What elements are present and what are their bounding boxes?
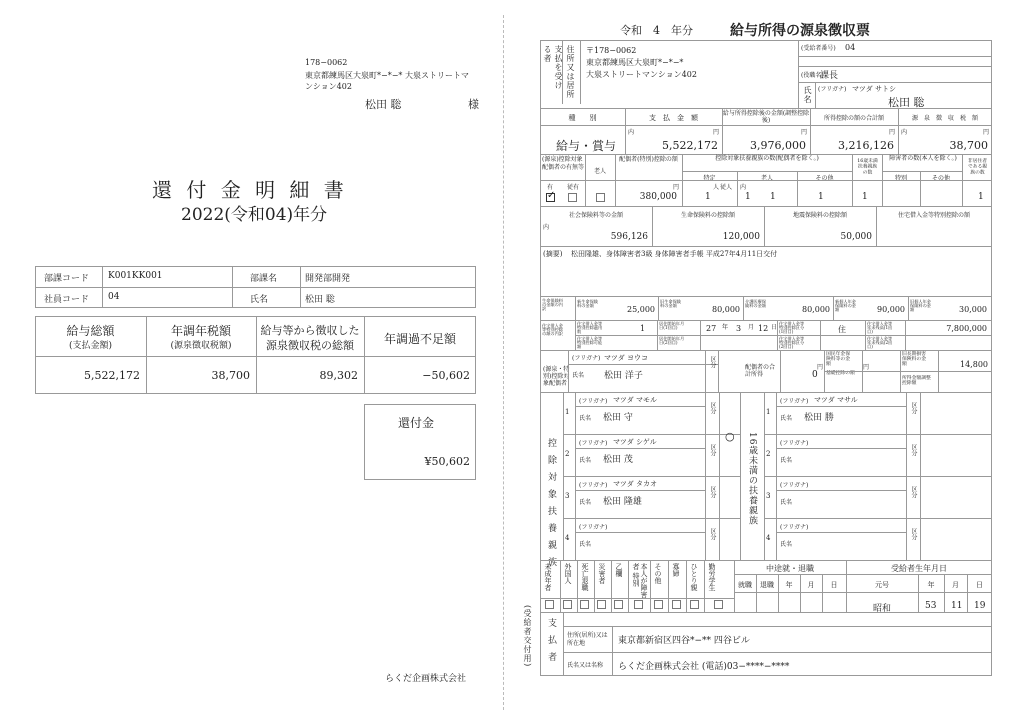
spouse-deduction: 380,000 (639, 192, 677, 202)
summary-annual-tax: 38,700 (211, 369, 250, 382)
basic-label: 基礎控除の額 (826, 370, 855, 376)
dependent-furigana: マツダ タカオ (613, 480, 657, 488)
old-pension-label: 旧長期損害保険料の金額 (902, 351, 927, 367)
housing-type1-label: 住宅借入金等特別控除区分(1回目) (779, 321, 805, 335)
unit-in: 内 (628, 129, 635, 136)
housing-type: 住 (838, 325, 846, 334)
under16-no: 2 (766, 450, 771, 458)
birth-col-label: 元号 (875, 581, 889, 589)
dependent-kubun-divider (705, 476, 706, 518)
address-postal: 178−0062 (305, 58, 348, 67)
category-label: 乙欄 (615, 563, 623, 577)
midyear-col-label: 月 (807, 581, 815, 589)
under16-kubun: 区分 (910, 402, 917, 414)
dependent-kubun-divider (705, 392, 706, 434)
unit-in-2: 内 (901, 129, 908, 136)
housing-day-unit: 日 (771, 324, 778, 331)
position: 課長 (820, 71, 839, 81)
dep-unit-3: 内 (740, 184, 747, 191)
statement-title: 還 付 金 明 細 書 (152, 178, 348, 202)
dependent-furigana: マツダ マモル (613, 396, 657, 404)
payer-address: 東京都新宿区四谷*−** 四谷ビル (618, 636, 750, 646)
dependent-name-label: 氏名 (579, 457, 592, 464)
category-divider (668, 560, 669, 612)
birth-divider (944, 574, 945, 612)
h-dis-special: 特別 (894, 175, 907, 182)
under16-count: 1 (862, 192, 868, 202)
under16-furigana-label: (フリガナ) (780, 440, 809, 447)
category-divider (560, 560, 561, 612)
dep-unit-1: 人 (713, 184, 720, 191)
midyear-rule (734, 592, 992, 593)
dependent-kubun: 区分 (709, 444, 716, 456)
employee-name: 松田 聡 (305, 295, 335, 305)
spouse-name-label: 氏名 (572, 372, 585, 379)
housing-month: 3 (736, 324, 742, 333)
spouse-unit-yen: 円 (673, 184, 680, 191)
under16-row-rule (764, 434, 992, 435)
life-detail-newpension: 新個人年金保険料の金額 (835, 299, 857, 313)
summary-h1a: 給与総額 (66, 324, 115, 338)
dependent-name-label: 氏名 (579, 415, 592, 422)
under16-end-divider (920, 476, 921, 518)
spouse-kubun: 区分 (709, 356, 716, 368)
midyear-divider (778, 574, 779, 612)
withholding-tax: 38,700 (949, 139, 988, 152)
under16-furigana-rule (776, 532, 906, 533)
category-checkbox[interactable] (545, 600, 554, 609)
category-label: その他 (654, 563, 662, 584)
dependent-kubun-divider (705, 518, 706, 560)
unit-yen-1: 円 (713, 129, 720, 136)
under16-end-divider (920, 518, 921, 560)
housing-year-unit: 年 (722, 324, 729, 331)
housing-count: 1 (640, 324, 646, 333)
under16-divider (776, 392, 777, 434)
birth-col-label: 月 (952, 581, 959, 589)
under16-kubun: 区分 (910, 528, 917, 540)
h-social-ins: 社会保険料等の金額 (568, 212, 623, 219)
receiver-no-label: (受給者番号) (801, 45, 836, 52)
under16-name: 松田 勝 (804, 413, 834, 423)
under16-furigana-label: (フリガナ) (780, 398, 809, 405)
dependent-kubun: 区分 (709, 402, 716, 414)
remarks-label: (摘要) (543, 250, 563, 258)
under16-no: 4 (766, 534, 771, 542)
position-label: (役職名) (801, 72, 824, 79)
under16-no: 1 (766, 408, 771, 416)
dependent-no: 4 (565, 534, 570, 542)
category-rule (540, 598, 734, 599)
life-old-value: 80,000 (712, 305, 740, 314)
midyear-divider (822, 574, 823, 612)
dep-elderly-cohab-count: 1 (770, 192, 776, 202)
category-divider (650, 560, 651, 612)
h-quake-ins: 地震保険料の控除額 (792, 212, 847, 219)
dependent-furigana-rule (575, 490, 705, 491)
midyear-label: 中途就・退職 (766, 564, 814, 573)
dependent-furigana: マツダ シゲル (613, 438, 657, 446)
dependent-name-label: 氏名 (579, 499, 592, 506)
summary-difference: −50,602 (422, 369, 470, 382)
spouse-income-unit: 円 (817, 364, 824, 371)
midyear-col-label: 就職 (738, 581, 752, 589)
refund-amount: ¥50,602 (424, 455, 470, 468)
disabled-other-count: 1 (978, 192, 984, 202)
h-housing-deduction: 住宅借入金等特別控除の額 (897, 212, 970, 219)
under16-kubun: 区分 (910, 486, 917, 498)
under16-end-divider (920, 434, 921, 476)
payee-addr1: 東京都練馬区大泉町*−*−* (586, 58, 684, 67)
dep-specific-count: 1 (705, 192, 711, 202)
dept-code: K001KK001 (108, 271, 163, 281)
dependent-furigana-rule (575, 448, 705, 449)
under16-label: 16歳未満の扶養親族 (747, 432, 757, 526)
category-label: 災害者 (598, 563, 606, 584)
category-label: 勤労学生 (708, 563, 716, 591)
pay-kind: 給与・賞与 (556, 139, 617, 153)
dep-unit-2: 従人 (720, 184, 733, 191)
quake-insurance: 50,000 (840, 232, 872, 242)
category-checkbox[interactable] (672, 600, 681, 609)
life-detail-oldpension: 旧個人年金保険料の金額 (910, 299, 932, 313)
remarks: 松田隆雄、身体障害者3級 身体障害者手帳 平成27年4月11日交付 (571, 250, 778, 258)
under16-row-rule (764, 476, 992, 477)
dependents-label: 控除対象扶養親族 (546, 438, 556, 574)
unit-yen-2: 円 (801, 129, 808, 136)
category-divider (704, 560, 705, 612)
dep-other-count: 1 (818, 192, 824, 202)
pension-value: 14,800 (960, 360, 988, 369)
birth-divider (967, 574, 968, 612)
unit-yen-3: 円 (889, 129, 896, 136)
pension-unit: 円 (863, 364, 870, 371)
under16-furigana-rule (776, 406, 906, 407)
under16-name-label: 氏名 (780, 415, 793, 422)
honorific: 様 (468, 98, 479, 111)
adjust-label: 所得金額調整控除額 (902, 375, 931, 386)
under16-end-divider (920, 392, 921, 434)
life-insurance: 120,000 (722, 232, 760, 242)
dependent-furigana-rule (575, 406, 705, 407)
dep-elderly-count: 1 (745, 192, 751, 202)
spouse-from-label: 従有 (567, 184, 580, 191)
payee-postal: 〒178−0062 (586, 46, 637, 55)
after-deduction: 3,976,000 (750, 139, 806, 152)
housing-balance2-label: 住宅借入金等年末残高(2回目) (867, 336, 893, 350)
spouse-yes-checkbox[interactable] (546, 190, 556, 202)
summary-h3b: 源泉徴収税の総額 (266, 339, 354, 352)
statement-subtitle: 2022(令和04)年分 (181, 205, 328, 225)
under16-kubun-divider (906, 518, 907, 560)
summary-total-pay: 5,522,172 (84, 369, 140, 382)
under16-kubun-divider (906, 434, 907, 476)
summary-withheld-tax: 89,302 (319, 369, 358, 382)
under16-kubun-divider (906, 392, 907, 434)
dependent-furigana-label: (フリガナ) (579, 482, 608, 489)
life-care-value: 80,000 (802, 305, 830, 314)
dept-name: 開発部開発 (305, 274, 351, 284)
category-divider (611, 560, 612, 612)
check-mark-icon: ✓ (547, 190, 556, 201)
slip-title: 給与所得の源泉徴収票 (730, 23, 870, 39)
housing-detail-label: 住宅借入金等特別控除の額の内訳 (542, 323, 564, 337)
receiver-copy-label: (受給者交付用) (523, 605, 532, 668)
dependent-divider (575, 518, 576, 560)
housing-type2-label: 住宅借入金等特別控除区分(2回目) (779, 336, 805, 350)
birth-col-label: 日 (976, 581, 983, 589)
h-kind: 種 別 (568, 114, 597, 122)
under16-furigana-rule (776, 448, 906, 449)
under16-divider (776, 518, 777, 560)
housing-day: 12 (758, 324, 769, 333)
midyear-divider (756, 574, 757, 612)
address-line1: 東京都練馬区大泉町*−*−* 大泉ストリートマ (305, 71, 469, 80)
dependent-divider (575, 392, 576, 434)
dependent-end-divider (719, 434, 720, 476)
summary-h2a: 年調年税額 (170, 324, 231, 338)
payee-name-label: 氏名 (803, 86, 812, 104)
dependent-divider (575, 434, 576, 476)
h-dependents-count: 控除対象扶養親族の数(配偶者を除く。) (715, 155, 819, 162)
h-life-ins: 生命保険料の控除額 (680, 212, 735, 219)
h-deductions-total: 所得控除の額の合計額 (823, 115, 884, 122)
dependent-end-divider (719, 518, 720, 560)
birth-label: 受給者生年月日 (891, 564, 947, 573)
social-insurance: 596,126 (610, 232, 648, 242)
under16-name-label: 氏名 (780, 541, 793, 548)
dependent-divider (575, 476, 576, 518)
spouse-name: 松田 洋子 (604, 371, 643, 381)
life-detail-label: 生命保険料の金額の内訳 (542, 298, 564, 312)
dependent-name: 松田 隆雄 (603, 497, 642, 507)
refund-label: 還付金 (398, 416, 435, 430)
dependent-furigana-label: (フリガナ) (579, 524, 608, 531)
emp-code: 04 (108, 292, 120, 302)
under16-kubun-divider (906, 476, 907, 518)
category-label: 寡婦 (672, 563, 680, 577)
life-oldpension-value: 30,000 (959, 305, 987, 314)
dependent-name: 松田 茂 (603, 455, 633, 465)
housing-balance1-label: 住宅借入金等年末残高(1回目) (867, 321, 893, 335)
h-dep-other: その他 (815, 175, 834, 182)
dependent-name-label: 氏名 (579, 541, 592, 548)
dependent-kubun: 区分 (709, 486, 716, 498)
h-after-deduction: 給与所得控除後の金額(調整控除後) (722, 110, 810, 124)
payee-furigana: マツダ サトシ (852, 85, 896, 93)
pension-label: 国民年金保険料等の金額 (826, 351, 851, 367)
category-divider (594, 560, 595, 612)
recipient-name: 松田 聡 (365, 98, 402, 111)
receiver-no: 04 (845, 43, 856, 52)
dependent-end-divider (719, 476, 720, 518)
under16-name-label: 氏名 (780, 457, 793, 464)
company-name: らくだ企画株式会社 (385, 674, 467, 684)
spouse-from-checkbox[interactable] (568, 193, 577, 202)
birth-divider (918, 574, 919, 612)
birth-day: 19 (974, 601, 986, 611)
h-disabled: 障害者の数(本人を除く。) (889, 155, 957, 162)
category-checkbox[interactable] (634, 600, 643, 609)
h-pay: 支 払 金 額 (649, 114, 698, 122)
under16-furigana-label: (フリガナ) (780, 524, 809, 531)
category-checkbox[interactable] (654, 600, 663, 609)
life-detail-old: 旧生命保険料の金額 (660, 299, 682, 309)
furigana-label: (フリガナ) (818, 86, 847, 93)
category-checkbox[interactable] (714, 600, 723, 609)
payee-name: 松田 聡 (888, 96, 925, 109)
category-label: 死亡退職 (581, 563, 589, 591)
birth-era: 昭和 (873, 604, 892, 614)
category-checkbox[interactable] (597, 600, 606, 609)
dependent-furigana-rule (575, 532, 705, 533)
under16-kubun: 区分 (910, 444, 917, 456)
category-divider (577, 560, 578, 612)
social-unit-in: 内 (543, 224, 550, 231)
dept-code-label: 部課コード (44, 274, 90, 284)
under16-row-rule (764, 518, 992, 519)
dependent-row-rule (563, 434, 740, 435)
dependent-furigana-label: (フリガナ) (579, 440, 608, 447)
spouse-income: 0 (812, 370, 818, 380)
cut-line (503, 15, 504, 710)
spouse-furigana: マツダ ヨウコ (604, 354, 648, 362)
category-checkbox[interactable] (580, 600, 589, 609)
slip-era: 令和 4 年分 (620, 24, 693, 37)
payee-side-label: 支払を受ける者 (543, 45, 563, 90)
name-label: 氏名 (250, 295, 269, 305)
dept-name-label: 部課名 (250, 274, 278, 284)
summary-h4: 年調過不足額 (383, 332, 456, 346)
under16-furigana-rule (776, 490, 906, 491)
under16-furigana-label: (フリガナ) (780, 482, 809, 489)
spouse-yes-label: 有 (547, 184, 554, 191)
dependent-row-rule (563, 476, 740, 477)
housing-possible-label: 住宅借入金等特別控除可能額 (577, 336, 603, 350)
h-spouse-status: (源泉)控除対象配偶者の有無等 (542, 156, 585, 171)
dependent-no: 2 (565, 450, 570, 458)
under16-name-label: 氏名 (780, 499, 793, 506)
h-dep-elderly: 老人 (760, 175, 773, 182)
under16-divider (776, 434, 777, 476)
dependent-kubun-divider (705, 434, 706, 476)
housing-year: 27 (706, 324, 717, 333)
life-detail-new: 新生命保険料の金額 (577, 299, 599, 309)
dependent-no: 1 (565, 408, 570, 416)
category-label: 本人が障害者 特別 (632, 563, 648, 598)
payer-name-label: 氏名又は名称 (567, 662, 604, 669)
payer-addr-label: 住所(居所)又は所在地 (567, 632, 608, 647)
birth-year: 53 (925, 601, 937, 611)
birth-month: 11 (951, 601, 963, 611)
category-label: ひとり親 (690, 563, 698, 591)
payee-addr2: 大泉ストリートマンション402 (586, 70, 697, 79)
life-newpension-value: 90,000 (877, 305, 905, 314)
life-new-value: 25,000 (627, 305, 655, 314)
address-line2: ンション402 (305, 82, 352, 91)
life-detail-care: 介護医療保険料の金額 (745, 299, 767, 309)
category-checkbox[interactable] (614, 600, 623, 609)
dependent-name: 松田 守 (603, 413, 633, 423)
summary-h1b: (支払金額) (68, 341, 113, 351)
unit-yen-4: 円 (983, 129, 990, 136)
midyear-col-label: 年 (785, 581, 793, 589)
housing-count-label: 住宅借入金等特別控除適用数 (577, 321, 603, 335)
dependent-no: 3 (565, 492, 570, 500)
dependent-end-divider (719, 392, 720, 434)
h-dis-other: その他 (931, 175, 950, 182)
h-dep-specific: 特定 (703, 175, 716, 182)
h-under16: 16歳未満扶養親族の数 (857, 158, 878, 175)
payer-side-label: 支払者 (546, 618, 556, 669)
pay-amount: 5,522,172 (662, 139, 718, 152)
spouse-income-label: 配偶者の合計所得 (745, 364, 776, 378)
under16-no: 3 (766, 492, 771, 500)
h-nonresident: 非居住者である親族の数 (967, 158, 988, 175)
category-checkbox[interactable] (563, 600, 572, 609)
housing-start1-label: 居住開始年月日(1回目) (659, 321, 685, 331)
midyear-col-label: 日 (830, 581, 838, 589)
housing-month-unit: 月 (748, 324, 755, 331)
address-label: 住所又は居所 (566, 45, 575, 99)
h-spouse-elderly: 老人 (593, 168, 606, 175)
category-label: 未成年者 (544, 563, 552, 591)
spouse-elderly-checkbox[interactable] (596, 193, 605, 202)
category-divider (628, 560, 629, 612)
summary-h3a: 給与等から徴収した (260, 324, 360, 337)
midyear-col-label: 退職 (760, 581, 774, 589)
emp-code-label: 社員コード (44, 295, 90, 305)
payer-name: らくだ企画株式会社 (電話)03−****−**** (618, 662, 790, 672)
housing-balance: 7,800,000 (946, 324, 987, 333)
dependent-furigana-label: (フリガナ) (579, 398, 608, 405)
midyear-divider (800, 574, 801, 612)
spouse-block-label: (源泉・特別)控除対象配偶者 (543, 366, 570, 387)
deductions-total: 3,216,126 (838, 139, 894, 152)
housing-start2-label: 居住開始年月日(2回目) (659, 336, 685, 346)
dependent-circle: ○ (725, 430, 735, 443)
h-tax: 源 泉 徴 収 税 額 (911, 115, 978, 122)
h-spouse-amount: 配偶者(特別)控除の額 (619, 156, 678, 163)
category-divider (686, 560, 687, 612)
birth-col-label: 年 (927, 581, 935, 589)
category-checkbox[interactable] (690, 600, 699, 609)
under16-furigana: マツダ マサル (814, 396, 858, 404)
under16-divider (776, 476, 777, 518)
spouse-furigana-label: (フリガナ) (572, 355, 601, 362)
category-label: 外国人 (564, 563, 572, 584)
dependent-kubun: 区分 (709, 528, 716, 540)
summary-h2b: (源泉徴収税額) (170, 341, 232, 351)
dependent-row-rule (563, 518, 740, 519)
